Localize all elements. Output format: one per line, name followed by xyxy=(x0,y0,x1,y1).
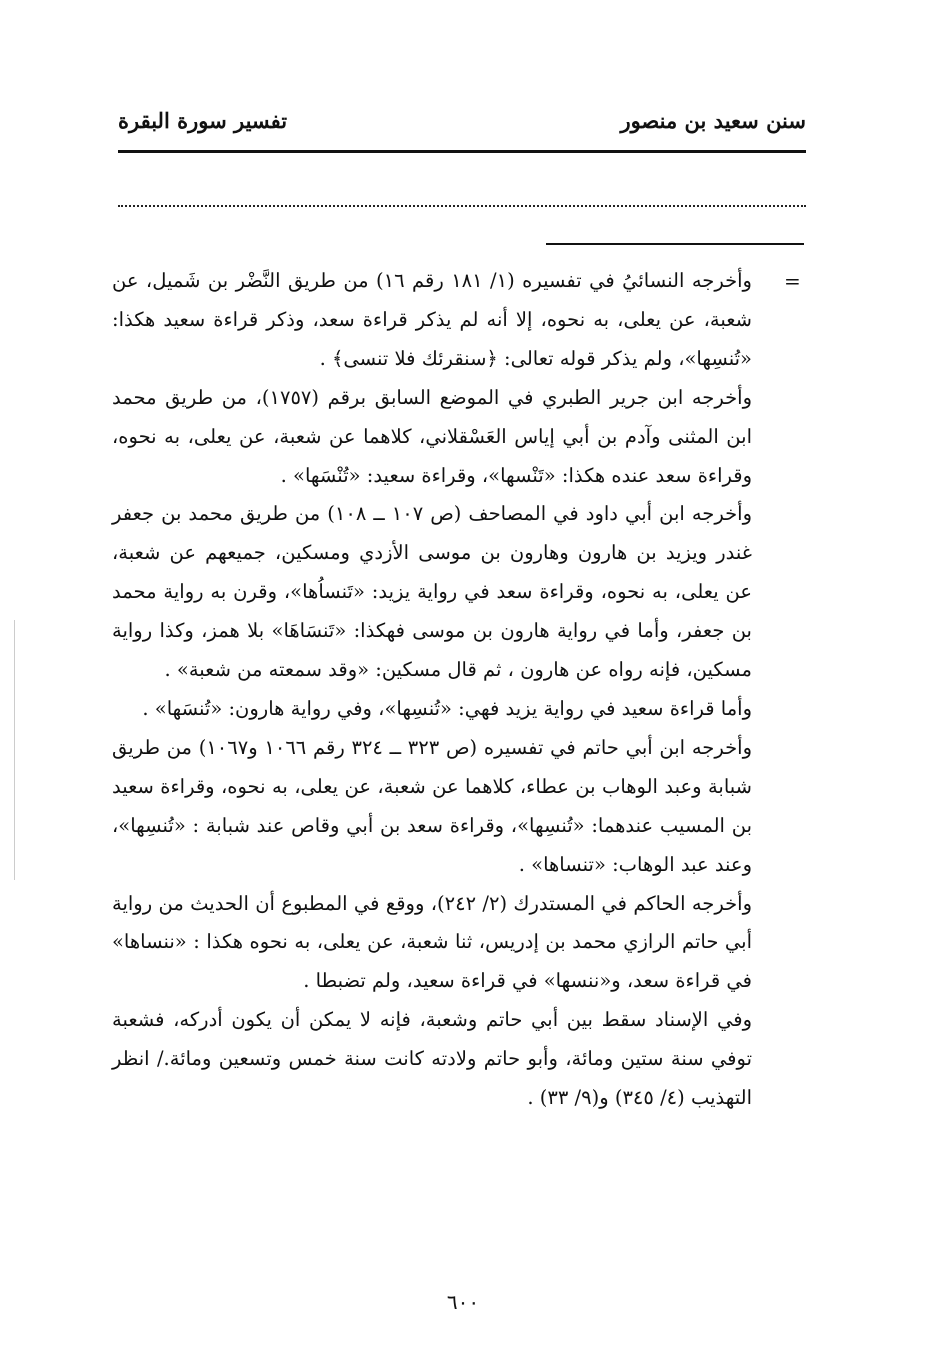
footnote-rule xyxy=(546,243,804,245)
chapter-title: تفسير سورة البقرة xyxy=(118,107,288,133)
footnote-paragraph: وأخرجه النسائيُ في تفسيره (١/ ١٨١ رقم ١٦) من طريق النَّضْر بن شَميل، عن شعبة، عن يعلى، به نحوه، إلا أنه لم يذكر قراءة سعد، وذكر قراءة سعيد هكذا: «تُنسِها»، ولم يذكر قوله تعالى: ﴿سنقرئك فلا تنسى﴾ . xyxy=(112,269,752,370)
scan-edge-mark xyxy=(14,620,15,880)
footnote-paragraph: وفي الإسناد سقط بين أبي حاتم وشعبة، فإنه لا يمكن أن يكون أدركه، فشعبة توفي سنة ستين ومائة، وأبو حاتم ولادته كانت سنة خمس وتسعين ومائة./ انظر التهذيب (٤/ ٣٤٥) و(٩/ ٣٣) . xyxy=(112,1008,752,1110)
dotted-separator xyxy=(118,205,806,207)
footnote-paragraph: وأخرجه ابن جرير الطبري في الموضع السابق برقم (١٧٥٧)، من طريق محمد ابن المثنى وآدم بن أبي إياس العَسْقلاني، كلاهما عن شعبة، عن يعلى، به نحوه، وقراءة سعد عنده هكذا: «تَنْسها»، وقراءة سعيد: «تُنْسَها» . xyxy=(112,385,752,487)
footnote-paragraph: وأخرجه الحاكم في المستدرك (٢/ ٢٤٢)، ووقع في المطبوع أن الحديث من رواية أبي حاتم الرازي محمد بن إدريس، ثنا شعبة، عن يعلى، به نحوه هكذا : «ننساها» في قراءة سعد، و«ننسها» في قراءة سعيد، ولم تضبطا . xyxy=(112,891,753,993)
continuation-marker: = xyxy=(784,269,801,293)
footnote-paragraph: وأخرجه ابن أبي حاتم في تفسيره (ص ٣٢٣ ــ ٣٢٤ رقم ١٠٦٦ و١٠٦٧) من طريق شبابة وعبد الوهاب بن عطاء، كلاهما عن شعبة، عن يعلى، به نحوه، وقراءة سعيد بن المسيب عندهما: «تُنسِها»، وقراءة سعد بن أبي وقاص عند شبابة : «تُنسِها»، وعند عبد الوهاب: «تنساها» . xyxy=(112,735,752,876)
book-title: سنن سعيد بن منصور xyxy=(620,107,806,133)
footnote-paragraph: وأخرجه ابن أبي داود في المصاحف (ص ١٠٧ ــ ١٠٨) من طريق محمد بن جعفر غندر ويزيد بن هارون وهارون بن موسى الأزدي ومسكين، جميعهم عن شعبة، عن يعلى، به نحوه، وقراءة سعد في رواية يزيد: «تَنساُها»، وقرن به رواية محمد بن جعفر، وأما في رواية هارون بن موسى فهكذا: «تَنسَاهَا» بلا همز، وكذا رواية مسكين، فإنه رواه عن هارون ، ثم قال مسكين: «وقد سمعته من شعبة» . xyxy=(112,502,752,682)
footnote-paragraph: وأما قراءة سعيد في رواية يزيد فهي: «تُنسِها»، وفي رواية هارون: «تُنسَها» . xyxy=(142,696,752,720)
header-rule xyxy=(118,150,806,153)
page-number: ٦٠٠ xyxy=(446,1290,480,1314)
running-header xyxy=(118,100,806,140)
footnote-body xyxy=(112,262,752,1118)
